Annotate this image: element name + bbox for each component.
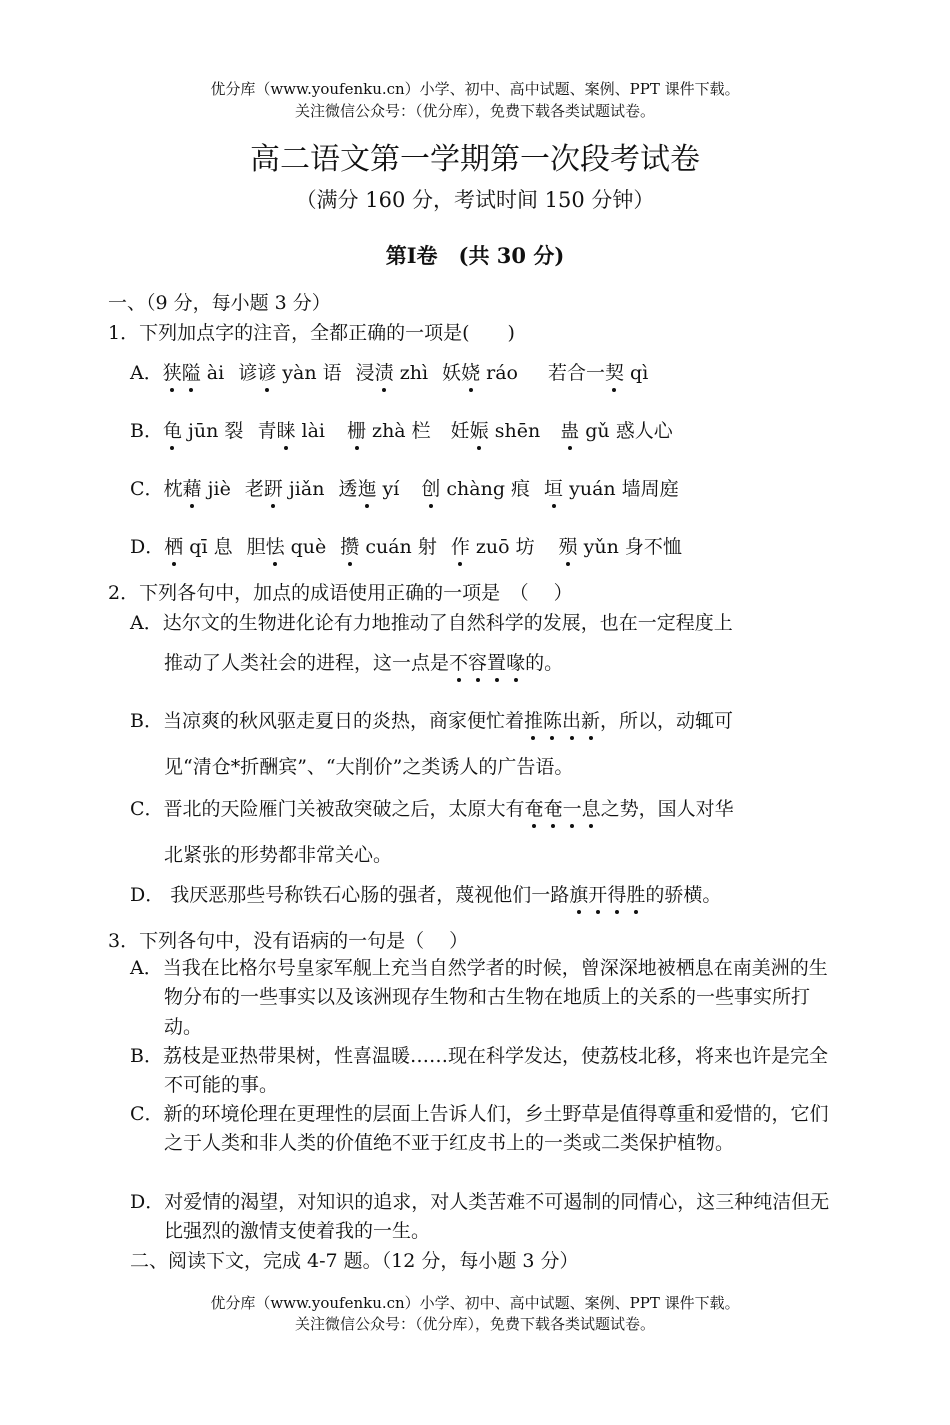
q3-option-b: B．荔枝是亚热带果树，性喜温暖……现在科学发达，使荔枝北移，将来也许是完全不可能的事。	[130, 1045, 828, 1097]
q3-option-a: A．当我在比格尔号皇家军舰上充当自然学者的时候，曾深深地被栖息在南美洲的生物分布的一些事实以及该洲现存生物和古生物在地质上的关系的一些事实所打动。	[130, 957, 828, 1038]
q1-option-c: C．枕藉 jiè 老趼 jiǎn 透迤 yí 创 chàng 痕 垣 yuán 墙周庭	[130, 474, 679, 501]
q3-stem: 3．下列各句中，没有语病的一句是（ ）	[108, 930, 469, 952]
header-line-1: 优分库（www.youfenku.cn）小学、初中、高中试题、案例、PPT 课件下载。	[210, 80, 740, 98]
q1-stem: 1．下列加点字的注音，全都正确的一项是( )	[108, 322, 515, 344]
footer-line-1: 优分库（www.youfenku.cn）小学、初中、高中试题、案例、PPT 课件下载。	[210, 1294, 740, 1312]
q2-option-b-line1: B．当凉爽的秋风驱走夏日的炎热，商家便忙着推陈出新，所以，动辄可	[130, 706, 733, 733]
part1-heading: 一、（9 分，每小题 3 分）	[108, 292, 331, 314]
q1-option-d: D．栖 qī 息 胆怯 què 攒 cuán 射 作 zuō 坊 殒 yǔn 身不恤	[130, 532, 682, 559]
header-line-2: 关注微信公众号：（优分库），免费下载各类试题试卷。	[294, 102, 655, 120]
q2-option-a-line2: 推动了人类社会的进程，这一点是不容置喙的。	[164, 648, 563, 675]
q1-option-a: A．狭隘 ài 谚谚 yàn 语 浸渍 zhì 妖娆 ráo 若合一契 qì	[130, 358, 648, 385]
section-title: 第Ⅰ卷 (共 30 分)	[385, 243, 565, 268]
page-subtitle: （满分 160 分，考试时间 150 分钟）	[295, 188, 655, 212]
q2-option-a-line1: A．达尔文的生物进化论有力地推动了自然科学的发展，也在一定程度上	[130, 612, 733, 634]
q2-option-d: D． 我厌恶那些号称铁石心肠的强者，蔑视他们一路旗开得胜的骄横。	[130, 880, 721, 907]
q3-option-d: D．对爱情的渴望，对知识的追求，对人类苦难不可遏制的同情心，这三种纯洁但无比强烈的激情支使着我的一生。	[130, 1191, 830, 1243]
q2-stem: 2．下列各句中，加点的成语使用正确的一项是 （ ）	[108, 582, 573, 604]
footer-line-2: 关注微信公众号：（优分库），免费下载各类试题试卷。	[294, 1315, 655, 1333]
part2-heading: 二、阅读下文，完成 4-7 题。（12 分，每小题 3 分）	[130, 1250, 579, 1272]
q2-option-c-line2: 北紧张的形势都非常关心。	[164, 844, 393, 866]
q3-option-c: C．新的环境伦理在更理性的层面上告诉人们，乡土野草是值得尊重和爱惜的，它们之于人类和非人类的价值绝不亚于红皮书上的一类或二类保护植物。	[130, 1103, 829, 1155]
q2-option-c-line1: C．晋北的天险雁门关被敌突破之后，太原大有奄奄一息之势，国人对华	[130, 794, 734, 821]
q2-option-b-line2: 见“清仓*折酬宾”、“大削价”之类诱人的广告语。	[164, 756, 574, 778]
page-title: 高二语文第一学期第一次段考试卷	[250, 142, 700, 177]
q1-option-b: B．龟 jūn 裂 青睐 lài 栅 zhà 栏 妊娠 shēn 蛊 gǔ 惑人心	[130, 416, 673, 443]
